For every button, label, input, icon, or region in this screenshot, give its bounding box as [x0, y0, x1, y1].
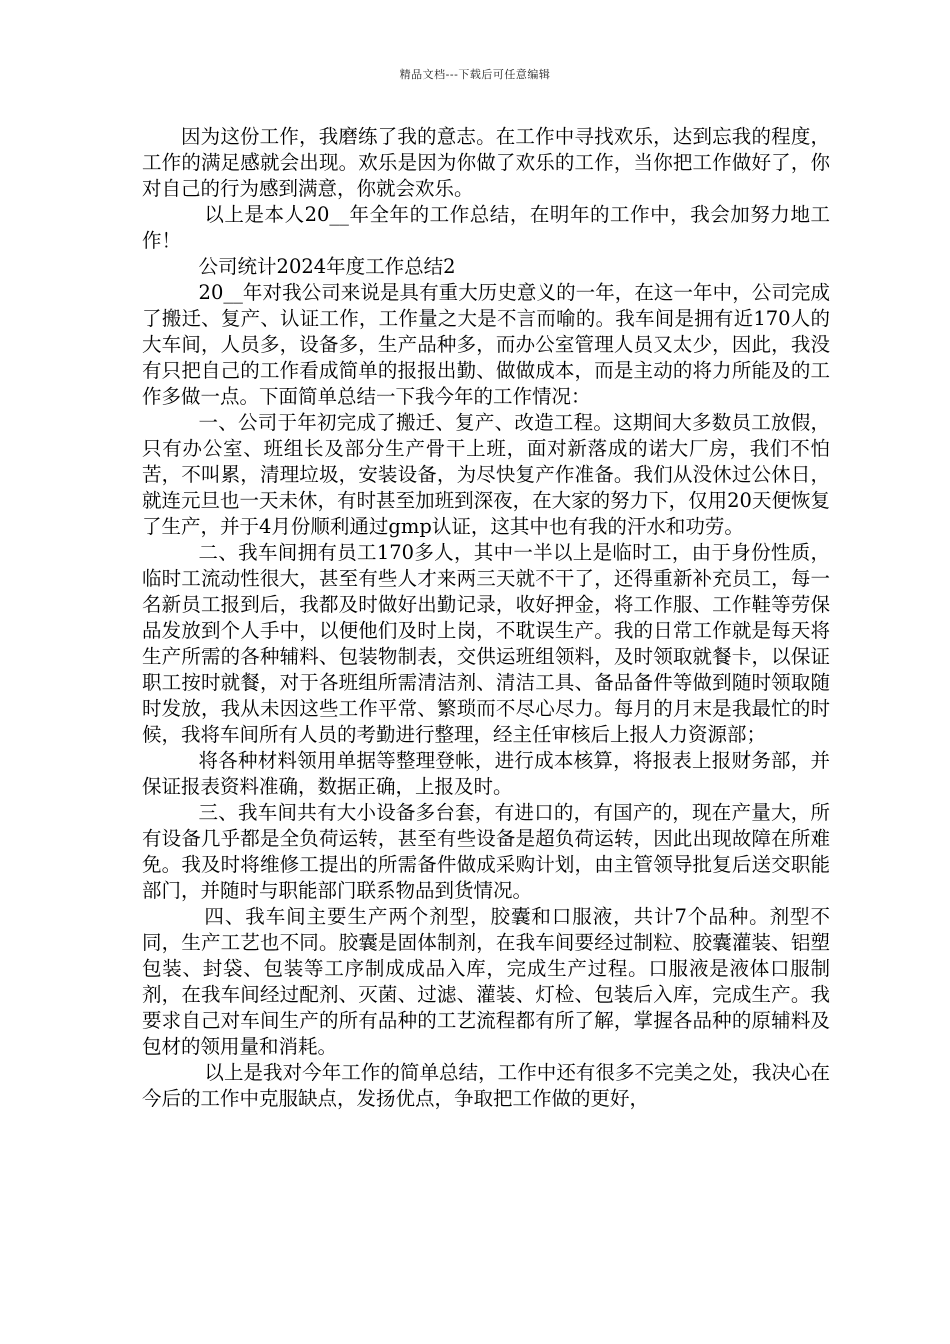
- paragraph: 以上是我对今年工作的简单总结，工作中还有很多不完美之处，我决心在今后的工作中克服缺点，发扬优点，争取把工作做的更好，: [142, 1061, 830, 1110]
- paragraph: 二、我车间拥有员工170多人，其中一半以上是临时工，由于身份性质，临时工流动性很大，甚至有些人才来两三天就不干了，还得重新补充员工，每一名新员工报到后，我都及时做好出勤记录，收好押金，将工作服、工作鞋等劳保品发放到个人手中，以便他们及时上岗，不耽误生产。我的日常工作就是每天将生产所需的各种辅料、包装物制表，交供运班组领料，及时领取就餐卡，以保证职工按时就餐，对于各班组所需清洁剂、清洁工具、备品备件等做到随时领取随时发放，我从未因这些工作平常、繁琐而不尽心尽力。每月的月末是我最忙的时候，我将车间所有人员的考勤进行整理，经主任审核后上报人力资源部；: [142, 541, 830, 746]
- page-header: 精品文档---下载后可任意编辑: [399, 68, 551, 81]
- paragraph: 一、公司于年初完成了搬迁、复产、改造工程。这期间大多数员工放假，只有办公室、班组长及部分生产骨干上班，面对新落成的诺大厂房，我们不怕苦，不叫累，清理垃圾，安装设备，为尽快复产作准备。我们从没休过公休日，就连元旦也一天未休，有时甚至加班到深夜，在大家的努力下，仅用20天便恢复了生产，并于4月份顺利通过gmp认证，这其中也有我的汗水和功劳。: [142, 411, 830, 538]
- document-body: [142, 124, 830, 1112]
- paragraph: 将各种材料领用单据等整理登帐，进行成本核算，将报表上报财务部，并保证报表资料准确，数据正确，上报及时。: [142, 749, 830, 798]
- paragraph: 四、我车间主要生产两个剂型，胶囊和口服液，共计7个品种。剂型不同，生产工艺也不同。胶囊是固体制剂，在我车间要经过制粒、胶囊灌装、铝塑包装、封袋、包装等工序制成成品入库，完成生产过程。口服液是液体口服制剂，在我车间经过配剂、灭菌、过滤、灌装、灯检、包装后入库，完成生产。我要求自己对车间生产的所有品种的工艺流程都有所了解，掌握各品种的原辅料及包材的领用量和消耗。: [142, 905, 830, 1058]
- paragraph: 20__年对我公司来说是具有重大历史意义的一年，在这一年中，公司完成了搬迁、复产、认证工作，工作量之大是不言而喻的。我车间是拥有近170人的大车间，人员多，设备多，生产品种多，而办公室管理人员又太少，因此，我没有只把自己的工作看成简单的报报出勤、做做成本，而是主动的将力所能及的工作多做一点。下面简单总结一下我今年的工作情况：: [142, 281, 830, 408]
- paragraph: 以上是本人20__年全年的工作总结，在明年的工作中，我会加努力地工作！: [142, 203, 830, 252]
- section-title: 公司统计2024年度工作总结2: [198, 255, 456, 278]
- paragraph: 三、我车间共有大小设备多台套，有进口的，有国产的，现在产量大，所有设备几乎都是全负荷运转，甚至有些设备是超负荷运转，因此出现故障在所难免。我及时将维修工提出的所需备件做成采购计划，由主管领导批复后送交职能部门，并随时与职能部门联系物品到货情况。: [142, 801, 830, 902]
- paragraph: 因为这份工作，我磨练了我的意志。在工作中寻找欢乐，达到忘我的程度，工作的满足感就会出现。欢乐是因为你做了欢乐的工作，当你把工作做好了，你对自己的行为感到满意，你就会欢乐。: [142, 125, 830, 200]
